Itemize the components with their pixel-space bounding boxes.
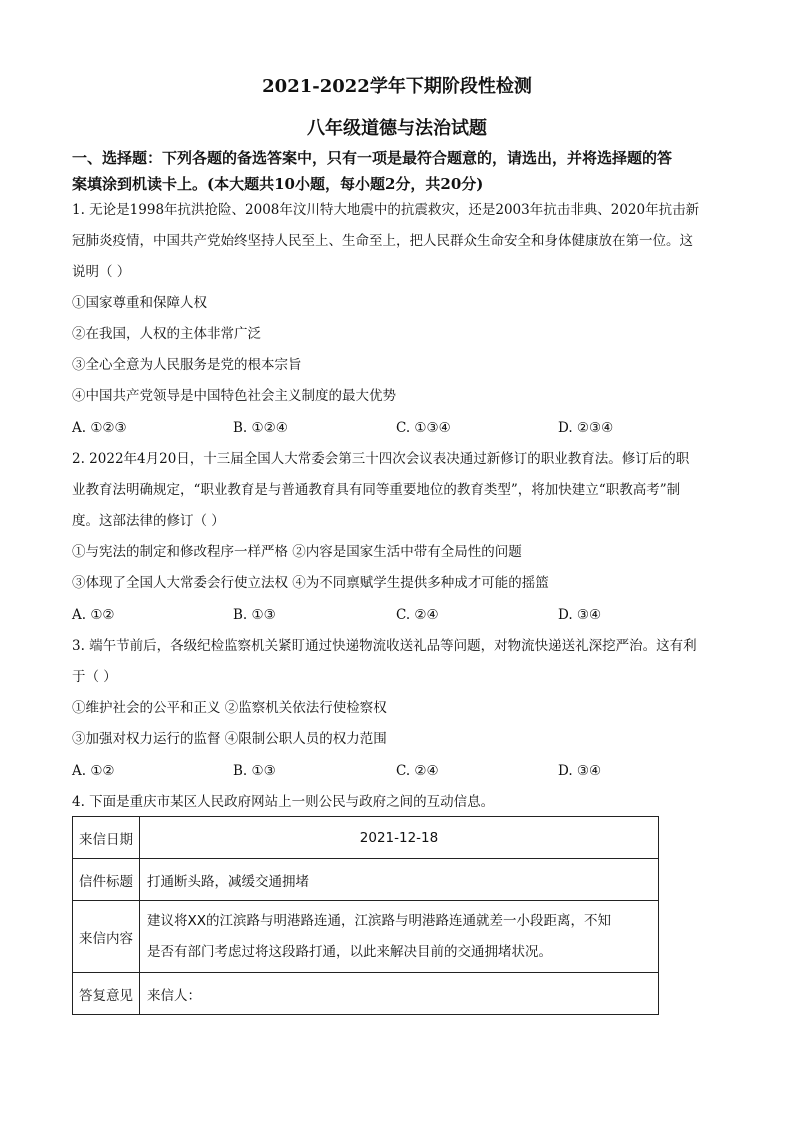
q4-line-1: 4. 下面是重庆市某区人民政府网站上一则公民与政府之间的互动信息。	[72, 794, 495, 810]
date-label: 来信日期	[73, 817, 140, 859]
table-row-reply	[73, 973, 659, 1015]
q2-line-3: 度。这部法律的修订（ ）	[72, 513, 225, 529]
content-line-2: 是否有部门考虑过将这段路打通，以此来解决目前的交通拥堵状况。	[147, 943, 552, 960]
q2-statements-1-2: ①与宪法的制定和修改程序一样严格 ②内容是国家生活中带有全局性的问题	[72, 544, 522, 560]
title-label: 信件标题	[73, 859, 140, 901]
section-line-1: 一、选择题：下列各题的备选答案中，只有一项是最符合题意的，请选出，并将选择题的答	[72, 149, 673, 167]
q2-option-b[interactable]: B. ①③	[233, 607, 276, 623]
content-line-1: 建议将XX的江滨路与明港路连通，江滨路与明港路连通就差一小段距离，不知	[147, 912, 611, 929]
q1-statement-2: ②在我国，人权的主体非常广泛	[72, 326, 261, 342]
q3-option-a[interactable]: A. ①②	[72, 763, 115, 779]
table-row-date	[73, 817, 659, 859]
section-line-2: 案填涂到机读卡上。(本大题共10小题，每小题2分，共20分)	[72, 175, 484, 193]
q1-line-1: 1. 无论是1998年抗洪抢险、2008年汶川特大地震中的抗震救灾，还是2003年抗击非典、2020年抗击新	[72, 202, 700, 218]
q1-option-a[interactable]: A. ①②③	[72, 420, 127, 436]
q2-line-2: 业教育法明确规定，“职业教育是与普通教育具有同等重要地位的教育类型”，将加快建立“职教高考”制	[72, 482, 681, 498]
q1-statement-4: ④中国共产党领导是中国特色社会主义制度的最大优势	[72, 388, 396, 404]
q1-statement-3: ③全心全意为人民服务是党的根本宗旨	[72, 357, 302, 373]
q3-option-c[interactable]: C. ②④	[396, 763, 439, 779]
date-value: 2021-12-18	[140, 817, 659, 859]
q3-line-2: 于（ ）	[72, 669, 117, 685]
title-value: 打通断头路，减缓交通拥堵	[140, 859, 659, 901]
q3-line-1: 3. 端午节前后，各级纪检监察机关紧盯通过快递物流收送礼品等问题，对物流快递送礼深挖严治。这有利	[72, 638, 697, 654]
q2-option-c[interactable]: C. ②④	[396, 607, 439, 623]
q2-statements-3-4: ③体现了全国人大常委会行使立法权 ④为不同禀赋学生提供多种成才可能的摇篮	[72, 575, 549, 591]
content-value	[140, 901, 659, 973]
section-instructions	[72, 145, 732, 197]
q3-option-b[interactable]: B. ①③	[233, 763, 276, 779]
exam-subtitle: 八年级道德与法治试题	[307, 118, 487, 139]
q1-statement-1: ①国家尊重和保障人权	[72, 295, 207, 311]
table-row-title	[73, 859, 659, 901]
q1-option-b[interactable]: B. ①②④	[233, 420, 288, 436]
q4-info-table	[72, 816, 659, 1015]
q1-line-3: 说明（ ）	[72, 264, 131, 280]
q2-option-d[interactable]: D. ③④	[558, 607, 602, 623]
q3-option-d[interactable]: D. ③④	[558, 763, 602, 779]
exam-title: 2021-2022学年下期阶段性检测	[262, 76, 532, 97]
q3-statements-3-4: ③加强对权力运行的监督 ④限制公职人员的权力范围	[72, 731, 387, 747]
q1-option-c[interactable]: C. ①③④	[396, 420, 451, 436]
q2-option-a[interactable]: A. ①②	[72, 607, 115, 623]
q1-option-d[interactable]: D. ②③④	[558, 420, 614, 436]
q1-line-2: 冠肺炎疫情，中国共产党始终坚持人民至上、生命至上，把人民群众生命安全和身体健康放在第一位。这	[72, 233, 693, 249]
table-row-content	[73, 901, 659, 973]
q2-line-1: 2. 2022年4月20日，十三届全国人大常委会第三十四次会议表决通过新修订的职业教育法。修订后的职	[72, 451, 690, 467]
reply-label: 答复意见	[73, 973, 140, 1015]
content-label: 来信内容	[73, 901, 140, 973]
q3-statements-1-2: ①维护社会的公平和正义 ②监察机关依法行使检察权	[72, 700, 387, 716]
reply-value: 来信人：	[140, 973, 659, 1015]
